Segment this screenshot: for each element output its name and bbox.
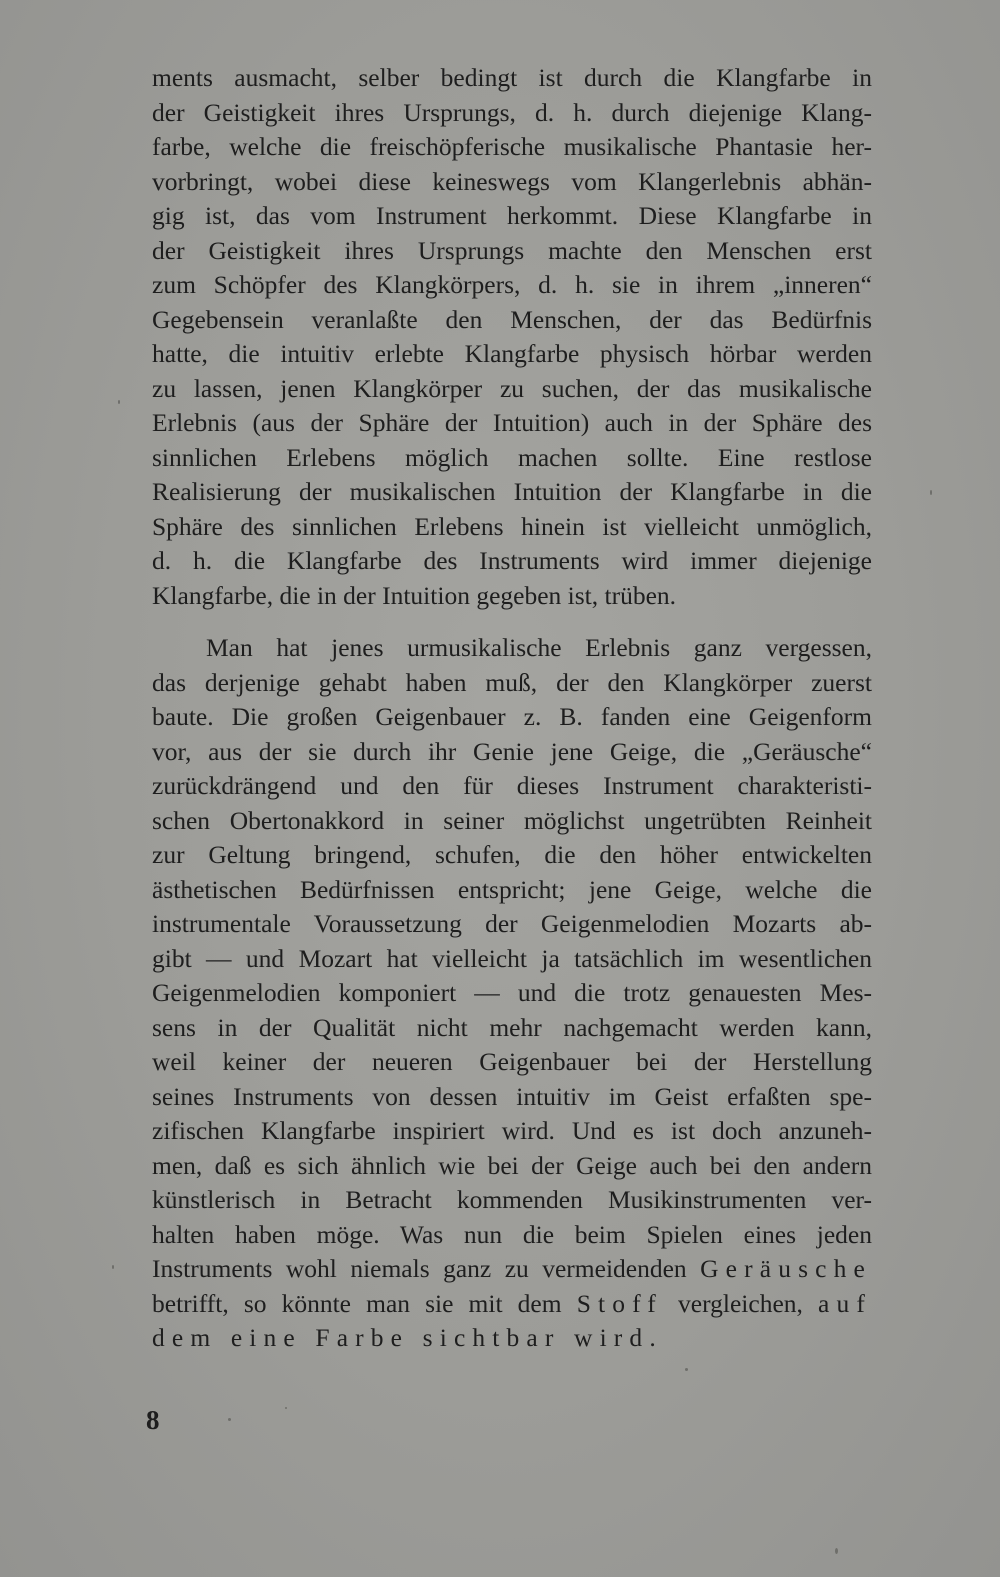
text-line: Sphäre des sinnlichen Erlebens hinein ist vielleicht unmöglich, (152, 511, 872, 541)
text-line: seines Instruments von dessen intuitiv im Geist erfaßten spe- (152, 1081, 872, 1111)
text-line: Realisierung der musikalischen Intuition der Klangfarbe in die (152, 477, 872, 506)
paragraph-1 (152, 61, 872, 613)
text-line: sens in der Qualität nicht mehr nachgemacht werden kann, (152, 1012, 872, 1042)
spaced-emphasis: dem eine Farbe sichtbar wird. (152, 1323, 663, 1352)
text-line (152, 1287, 872, 1322)
text-line: ästhetischen Bedürfnissen entspricht; jene Geige, welche die (152, 874, 872, 904)
paper-speck (835, 1548, 838, 1554)
text-line: Man hat jenes urmusikalische Erlebnis ganz vergessen, (206, 633, 872, 662)
text-run: Instruments wohl niemals ganz zu vermeidenden (152, 1254, 701, 1283)
text-line: Erlebnis (aus der Sphäre der Intuition) auch in der Sphäre des (152, 408, 872, 437)
text-line: d. h. die Klangfarbe des Instruments wird immer diejenige (152, 546, 872, 575)
text-line: sinnlichen Erlebens möglich machen sollte. Eine restlose (152, 442, 872, 472)
text-line: gig ist, das vom Instrument herkommt. Diese Klangfarbe in (152, 201, 872, 230)
text-line: hatte, die intuitiv erlebte Klangfarbe physisch hörbar werden (152, 339, 872, 368)
text-line: das derjenige gehabt haben muß, der den Klangkörper zuerst (152, 667, 872, 697)
text-line: halten haben möge. Was nun die beim Spielen eines jeden (152, 1219, 872, 1249)
text-line: der Geistigkeit ihres Ursprungs, d. h. durch diejenige Klang- (152, 97, 872, 127)
text-line: Klangfarbe, die in der Intuition gegeben ist, trüben. (152, 580, 677, 610)
text-line (152, 1321, 872, 1356)
text-line: men, daß es sich ähnlich wie bei der Geige auch bei den andern (152, 1150, 872, 1180)
paragraph-gap (152, 613, 872, 631)
text-line: zum Schöpfer des Klangkörpers, d. h. sie in ihrem „inneren“ (152, 270, 872, 299)
spaced-emphasis: auf (818, 1288, 872, 1318)
text-line: ments ausmacht, selber bedingt ist durch die Klangfarbe in (152, 63, 872, 92)
body-text (152, 61, 872, 1356)
text-line: baute. Die großen Geigenbauer z. B. fanden eine Geigenform (152, 702, 872, 731)
paper-speck (118, 400, 120, 404)
paper-speck (285, 1407, 287, 1409)
text-line: gibt — und Mozart hat vielleicht ja tatsächlich im wesentlichen (152, 943, 872, 973)
text-run: betrifft, so könnte man sie mit dem (152, 1288, 577, 1318)
text-line: instrumentale Voraussetzung der Geigenmelodien Mozarts ab- (152, 909, 872, 938)
paper-speck (930, 490, 932, 495)
text-line: zur Geltung bringend, schufen, die den höher entwickelten (152, 840, 872, 869)
paper-speck (228, 1418, 231, 1421)
text-line: vor, aus der sie durch ihr Genie jene Geige, die „Geräusche“ (152, 736, 872, 766)
text-line: Geigenmelodien komponiert — und die trotz genauesten Mes- (152, 978, 872, 1007)
text-line (152, 1252, 872, 1287)
text-line: zu lassen, jenen Klangkörper zu suchen, der das musikalische (152, 373, 872, 403)
spaced-emphasis: Stoff (576, 1288, 663, 1318)
paragraph-2 (152, 631, 872, 1356)
spaced-emphasis: Geräusche (700, 1254, 872, 1283)
text-line: vorbringt, wobei diese keineswegs vom Klangerlebnis abhän- (152, 166, 872, 196)
paper-speck (685, 1368, 688, 1371)
text-line: der Geistigkeit ihres Ursprungs machte den Menschen erst (152, 235, 872, 265)
text-line: zurückdrängend und den für dieses Instrument charakteristi- (152, 771, 872, 800)
text-line: farbe, welche die freischöpferische musikalische Phantasie her- (152, 132, 872, 161)
text-run: vergleichen, (662, 1288, 819, 1318)
paper-speck (112, 1265, 114, 1269)
text-line: Gegebensein veranlaßte den Menschen, der das Bedürfnis (152, 304, 872, 334)
text-line: schen Obertonakkord in seiner möglichst ungetrübten Reinheit (152, 805, 872, 835)
text-line: künstlerisch in Betracht kommenden Musikinstrumenten ver- (152, 1185, 872, 1214)
page-number: 8 (146, 1405, 160, 1435)
text-line: zifischen Klangfarbe inspiriert wird. Und es ist doch anzuneh- (152, 1116, 872, 1145)
text-line: weil keiner der neueren Geigenbauer bei der Herstellung (152, 1047, 872, 1076)
